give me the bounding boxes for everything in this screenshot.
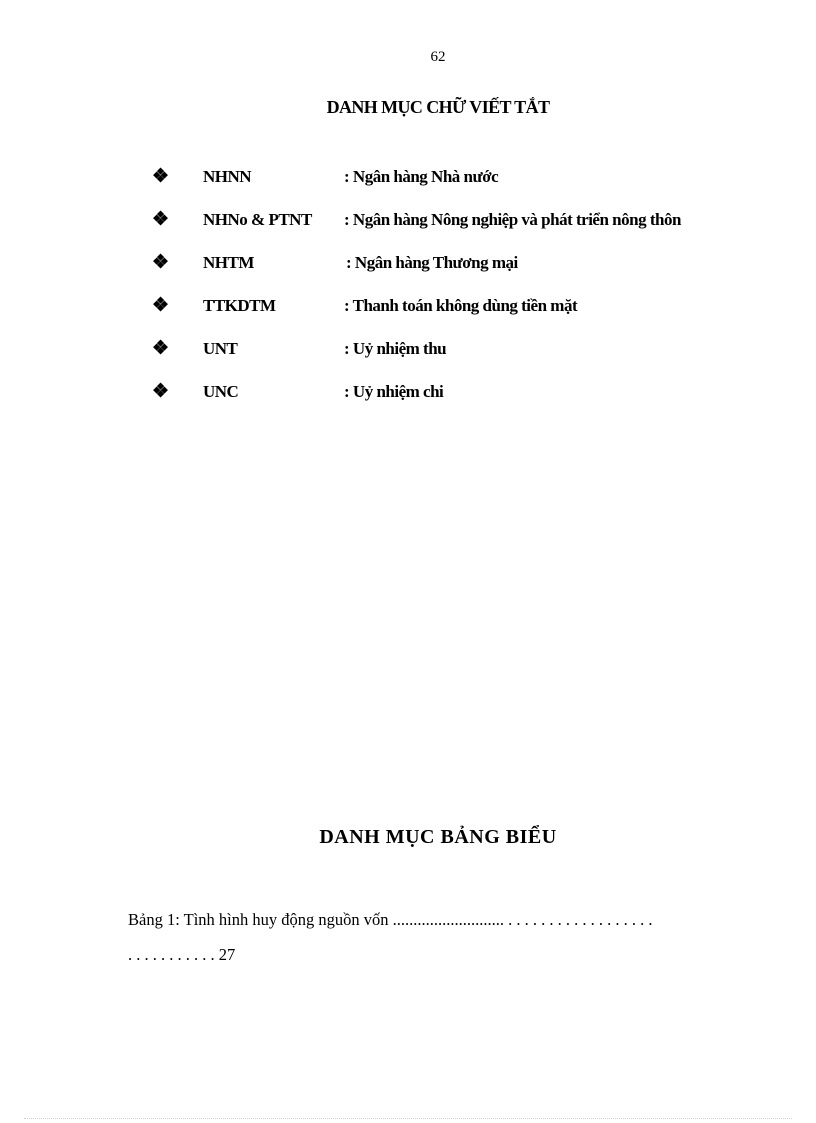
page-number: 62	[430, 49, 446, 65]
abbreviations-title: DANH MỤC CHỮ VIẾT TẮT	[326, 97, 550, 117]
diamond-bullet-icon: ❖	[152, 338, 169, 359]
diamond-bullet-icon: ❖	[152, 209, 169, 230]
abbreviation-definition: : Uỷ nhiệm thu	[344, 339, 447, 358]
abbreviation-term: UNT	[203, 339, 238, 358]
toc-entry-line: . . . . . . . . . . . 27	[128, 945, 236, 964]
abbreviation-definition: : Thanh toán không dùng tiền mặt	[344, 296, 578, 315]
abbreviation-term: TTKDTM	[203, 296, 276, 315]
table-of-tables-entry	[128, 902, 752, 972]
diamond-bullet-icon: ❖	[152, 252, 169, 273]
diamond-bullet-icon: ❖	[152, 166, 169, 187]
abbreviation-term: NHNo & PTNT	[203, 210, 312, 229]
abbreviation-definition: : Uỷ nhiệm chi	[344, 382, 444, 401]
diamond-bullet-icon: ❖	[152, 381, 169, 402]
tables-title: DANH MỤC BẢNG BIỂU	[319, 826, 557, 848]
abbreviation-definition: : Ngân hàng Nông nghiệp và phát triển nông thôn	[344, 210, 681, 229]
abbreviation-definition: : Ngân hàng Thương mại	[346, 253, 518, 272]
diamond-bullet-icon: ❖	[152, 295, 169, 316]
abbreviation-term: NHNN	[203, 167, 252, 186]
page-bottom-rule	[24, 1118, 792, 1119]
abbreviation-term: UNC	[203, 382, 239, 401]
toc-entry-line: Bảng 1: Tình hình huy động nguồn vốn ........................... . . . . . . . . . . . . . . . . . .	[128, 910, 653, 929]
abbreviation-definition: : Ngân hàng Nhà nước	[344, 167, 499, 186]
abbreviation-term: NHTM	[203, 253, 254, 272]
